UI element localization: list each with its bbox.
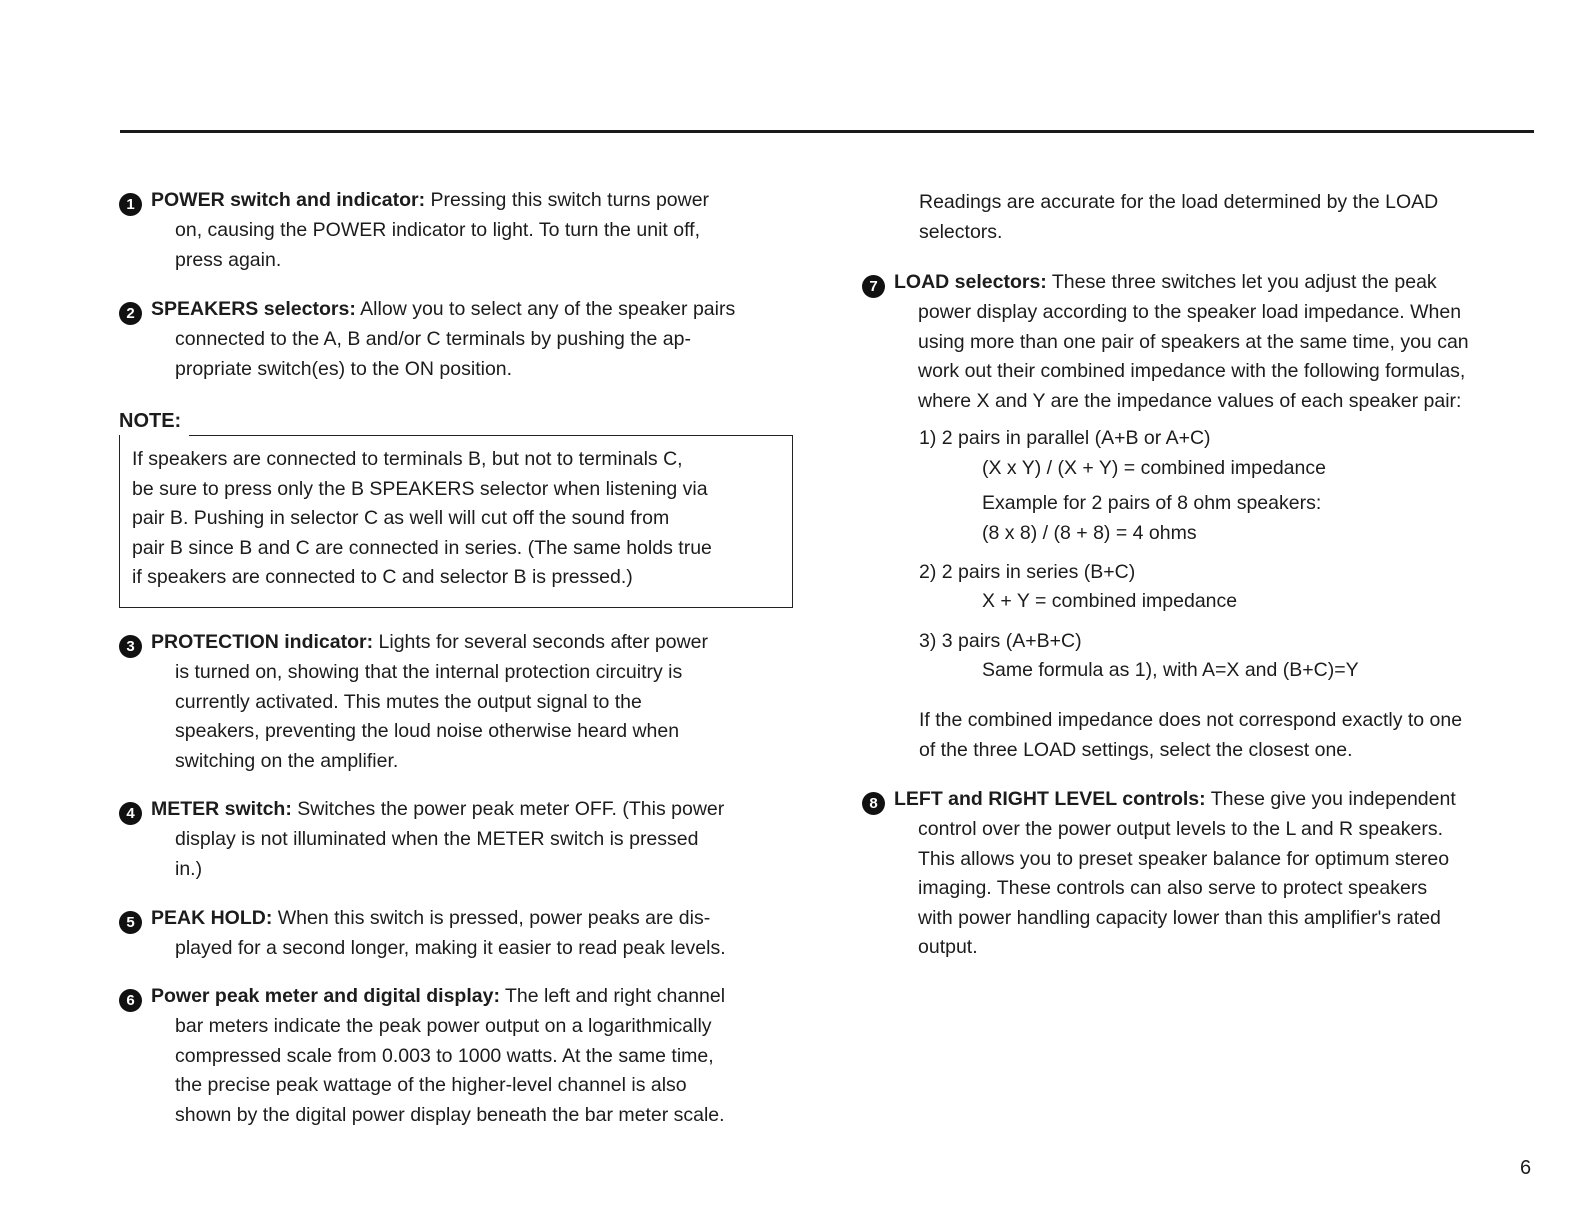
number-2-icon: 2: [119, 302, 142, 325]
number-3-icon: 3: [119, 635, 142, 658]
item-term: LOAD selectors:: [894, 271, 1047, 293]
item-term: Power peak meter and digital display:: [151, 985, 500, 1007]
item-term: METER switch:: [151, 798, 292, 820]
top-rule: [120, 130, 1534, 133]
item-level-controls: 8 LEFT and RIGHT LEVEL controls: These give you independent control over the power output levels to the L and R speakers. This allows you to preset speaker balance for optimum stereo imaging. These controls can also serve to protect speakers with power handling capacity lower than this amplifier's rated output.: [862, 785, 1538, 963]
page-number: 6: [1520, 1157, 1532, 1179]
number-4-icon: 4: [119, 802, 142, 825]
note-label: NOTE:: [119, 410, 182, 432]
item-term: LEFT and RIGHT LEVEL controls:: [894, 788, 1206, 810]
item-term: SPEAKERS selectors:: [151, 298, 356, 320]
item-term: PROTECTION indicator:: [151, 631, 374, 653]
formula-1-example: (8 x 8) / (8 + 8) = 4 ohms: [982, 522, 1197, 544]
number-7-icon: 7: [862, 275, 885, 298]
item-load-selectors: 7 LOAD selectors: These three switches let you adjust the peak power display according to the speaker load impedance. When using more than one pair of speakers at the same time, you can work out their combined impedance with the following formulas, where X and Y are the impedance values of each speaker pair:: [862, 268, 1538, 416]
closing-paragraph: If the combined impedance does not correspond exactly to one of the three LOAD settings, select the closest one.: [919, 709, 1463, 761]
formula-1-example-label: Example for 2 pairs of 8 ohm speakers:: [982, 492, 1322, 514]
note-box: If speakers are connected to terminals B, but not to terminals C, be sure to press only the B SPEAKERS selector when listening via pair B. Pushing in selector C as well will cut off the sound from pair B since B and C are connected in series. (The same holds true if speakers are connected to C and selector B is pressed.): [119, 435, 793, 608]
formula-2: X + Y = combined impedance: [982, 590, 1238, 612]
item-protection-indicator: 3 PROTECTION indicator: Lights for several seconds after power is turned on, showing that the internal protection circuitry is currently activated. This mutes the output signal to the speakers, preventing the loud noise otherwise heard when switching on the amplifier.: [119, 628, 795, 776]
item-meter-switch: 4 METER switch: Switches the power peak meter OFF. (This power display is not illuminated when the METER switch is pressed in.): [119, 795, 795, 884]
continuation-paragraph: Readings are accurate for the load determined by the LOAD selectors.: [919, 191, 1439, 243]
number-5-icon: 5: [119, 911, 142, 934]
formula-3-heading: 3) 3 pairs (A+B+C): [919, 630, 1082, 652]
item-term: POWER switch and indicator:: [151, 189, 426, 211]
number-1-icon: 1: [119, 193, 142, 216]
formula-2-heading: 2) 2 pairs in series (B+C): [919, 561, 1136, 583]
item-power-peak-meter: 6 Power peak meter and digital display: The left and right channel bar meters indicate the peak power output on a logarithmically compressed scale from 0.003 to 1000 watts. At the same time, the precise peak wattage of the higher-level channel is also shown by the digital power display beneath the bar meter scale.: [119, 982, 795, 1130]
item-speakers-selectors: 2 SPEAKERS selectors: Allow you to select any of the speaker pairs connected to the A, B and/or C terminals by pushing the ap- propriate switch(es) to the ON position.: [119, 295, 795, 384]
formula-3: Same formula as 1), with A=X and (B+C)=Y: [982, 659, 1359, 681]
item-term: PEAK HOLD:: [151, 907, 273, 929]
number-8-icon: 8: [862, 792, 885, 815]
formula-1: (X x Y) / (X + Y) = combined impedance: [982, 457, 1326, 479]
number-6-icon: 6: [119, 989, 142, 1012]
item-power-switch: 1 POWER switch and indicator: Pressing this switch turns power on, causing the POWER indicator to light. To turn the unit off, press again.: [119, 186, 795, 275]
item-peak-hold: 5 PEAK HOLD: When this switch is pressed, power peaks are dis- played for a second longer, making it easier to read peak levels.: [119, 904, 795, 964]
formula-1-heading: 1) 2 pairs in parallel (A+B or A+C): [919, 427, 1211, 449]
